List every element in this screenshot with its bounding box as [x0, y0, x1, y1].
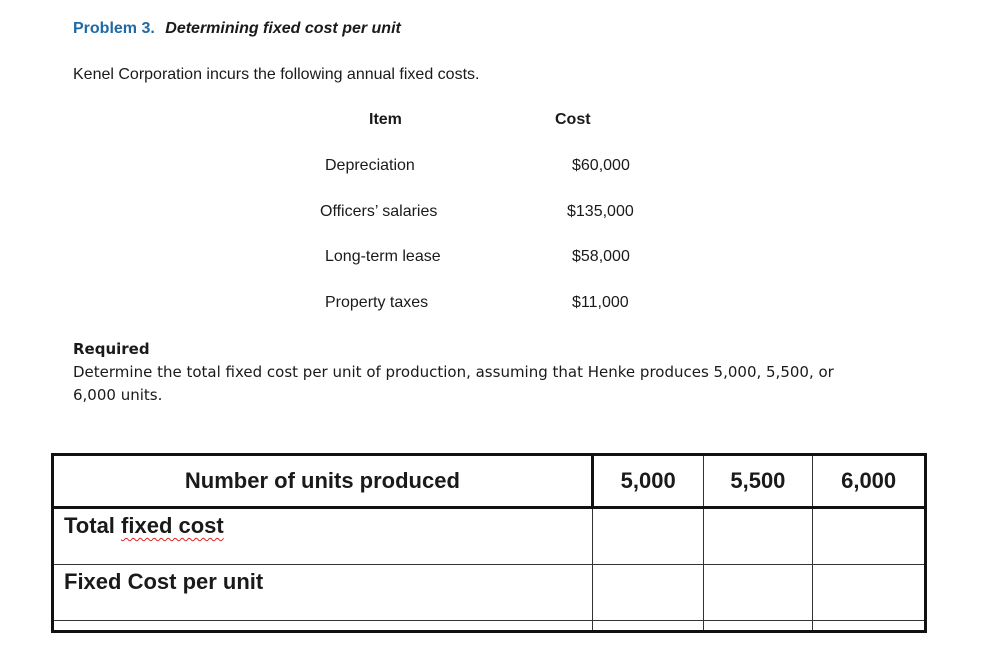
total-fixed-cost-row — [53, 508, 926, 565]
cost-item-value: $58,000 — [572, 248, 630, 265]
cost-item-value: $135,000 — [567, 203, 634, 220]
total-label-prefix: Total — [64, 513, 122, 538]
answer-cell[interactable] — [813, 508, 926, 565]
required-text: Determine the total fixed cost per unit of production, assuming that Henke produces 5,000, 5,500, or 6,000 units. — [73, 363, 834, 404]
answer-cell[interactable] — [813, 565, 926, 621]
cost-item-value: $60,000 — [572, 157, 630, 174]
cost-item-label: Long-term lease — [325, 248, 441, 265]
units-header-6000: 6,000 — [813, 455, 926, 508]
units-header-5000: 5,000 — [592, 455, 703, 508]
required-section — [73, 338, 873, 407]
item-column-header: Item — [369, 111, 402, 128]
spacer-cell — [53, 621, 593, 632]
cost-item-value: $11,000 — [572, 294, 629, 311]
spacer-cell — [813, 621, 926, 632]
table-spacer-row — [53, 621, 926, 632]
problem-number: Problem 3. — [73, 20, 155, 37]
cost-item-label: Depreciation — [325, 157, 415, 174]
answer-header-row — [53, 455, 926, 508]
answer-cell[interactable] — [703, 565, 813, 621]
spacer-cell — [592, 621, 703, 632]
answer-cell[interactable] — [592, 508, 703, 565]
total-label-misspelled: fixed cost — [121, 513, 224, 538]
cost-item-label: Officers’ salaries — [320, 203, 438, 220]
problem-title: Determining fixed cost per unit — [165, 20, 401, 37]
units-produced-header: Number of units produced — [53, 455, 593, 508]
cost-column-header: Cost — [555, 111, 591, 128]
intro-text: Kenel Corporation incurs the following annual fixed costs. — [73, 66, 480, 83]
answer-cell[interactable] — [592, 565, 703, 621]
answer-table — [51, 453, 927, 633]
cost-item-label: Property taxes — [325, 294, 429, 311]
units-header-5500: 5,500 — [703, 455, 813, 508]
fixed-cost-per-unit-label: Fixed Cost per unit — [53, 565, 593, 621]
problem-heading — [73, 20, 401, 38]
fixed-cost-per-unit-row — [53, 565, 926, 621]
total-fixed-cost-label — [53, 508, 593, 565]
answer-cell[interactable] — [703, 508, 813, 565]
required-label: Required — [73, 340, 150, 358]
spacer-cell — [703, 621, 813, 632]
